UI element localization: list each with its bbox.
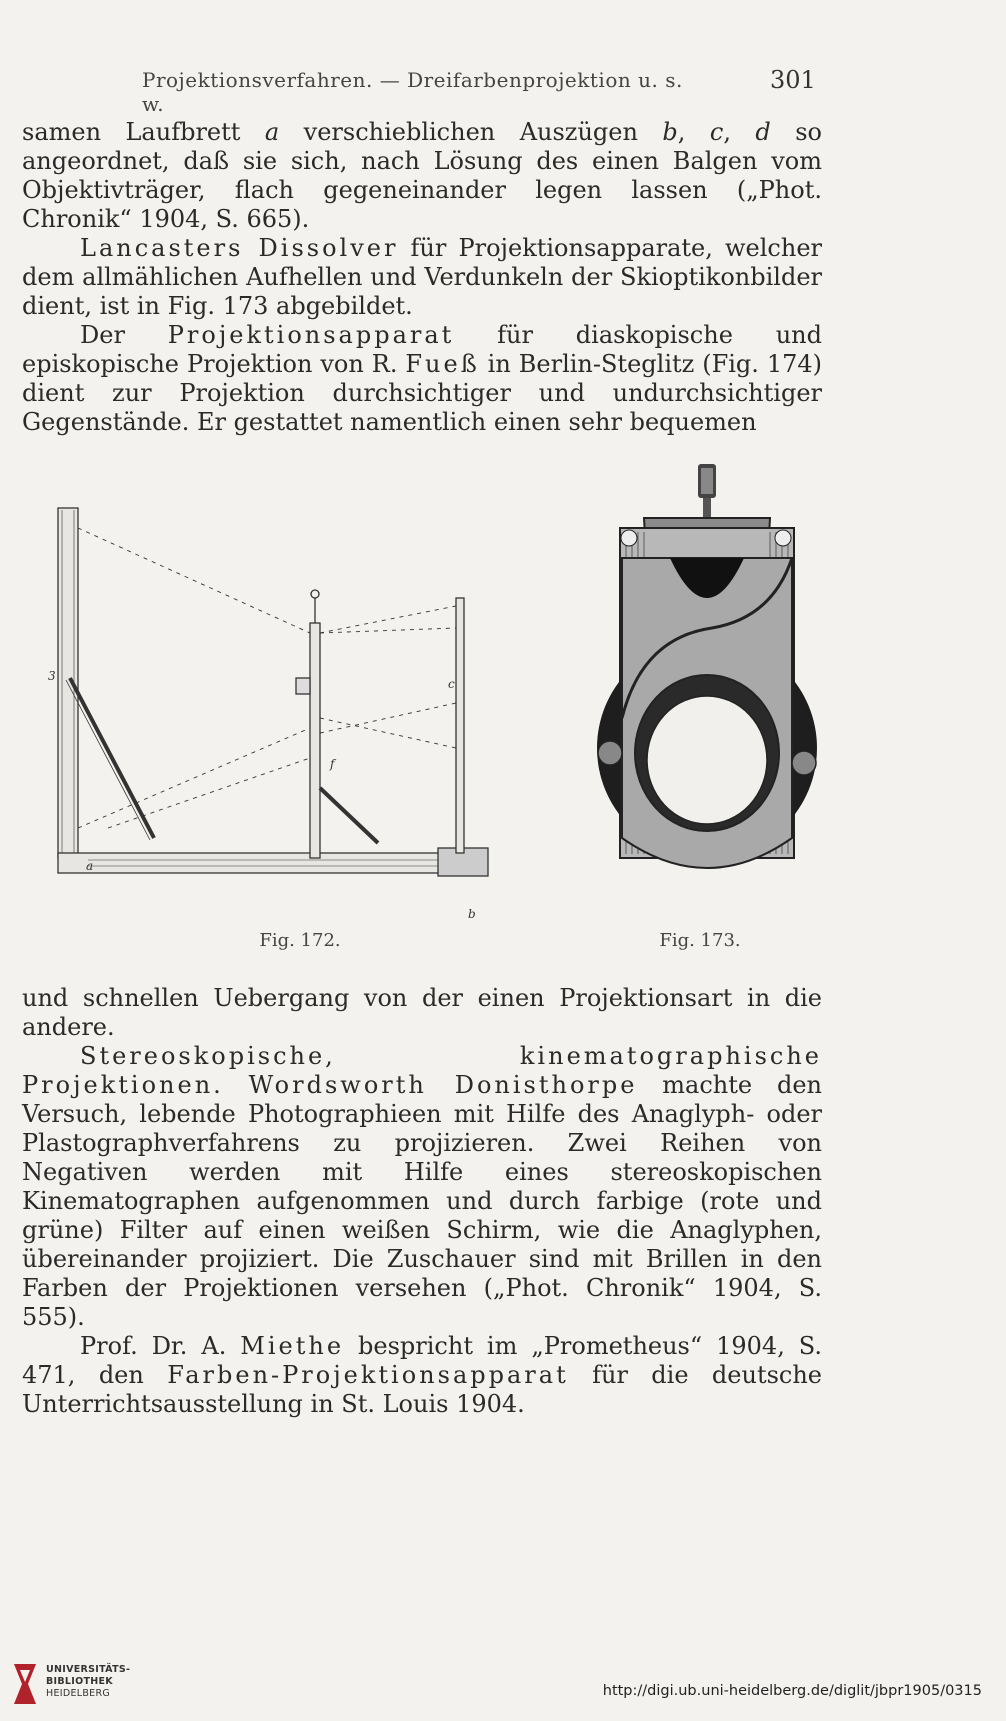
figure-172-projection-apparatus bbox=[48, 498, 546, 928]
variable-a: a bbox=[264, 118, 280, 146]
text-run: verschieblichen Auszügen bbox=[279, 118, 663, 146]
emphasized-name: Wordsworth Donisthorpe bbox=[248, 1071, 638, 1099]
figure-172-caption: Fig. 172. bbox=[259, 930, 341, 951]
logo-line-2: BIBLIOTHEK bbox=[46, 1676, 113, 1687]
paragraph-3 bbox=[22, 321, 822, 437]
text-run: Der bbox=[80, 321, 168, 349]
figure-173-dissolver bbox=[582, 458, 822, 928]
variable-c: c bbox=[709, 118, 724, 146]
text-run: machte den Versuch, lebende Photographieen mit Hilfe des Anaglyph- oder Plastographverfahrens zu projizieren. Zwei Reihen von Negativen werden mit Hilfe eines stereoskopischen Kinematographen aufgenommen und durch farbige (rote und grüne) Filter auf einen weißen Schirm, wie die Anaglyphen, übereinander projiziert. Die Zuschauer sind mit Brillen in den Farben der Projektionen versehen („Phot. Chronik“ 1904, S. 555). bbox=[22, 1071, 822, 1331]
text-run: , bbox=[723, 118, 756, 146]
page-number: 301 bbox=[770, 66, 816, 94]
text-run: für diaskopische und episkopische Projektion von R. bbox=[22, 321, 823, 378]
text-run: , bbox=[677, 118, 710, 146]
logo-line-3: HEIDELBERG bbox=[46, 1688, 111, 1699]
text-run: für Projektionsapparate, welcher dem allmählichen Aufhellen und Verdunkeln der Skioptikonbilder dient, ist in Fig. 173 abgebildet. bbox=[22, 234, 822, 320]
source-url-link[interactable]: http://digi.ub.uni-heidelberg.de/diglit/jbpr1905/0315 bbox=[602, 1683, 982, 1699]
figure-173-caption: Fig. 173. bbox=[659, 930, 741, 951]
variable-b: b bbox=[662, 118, 678, 146]
fig172-label-f: f bbox=[330, 757, 335, 771]
emphasized-term: Farben-Projektionsapparat bbox=[167, 1361, 569, 1389]
text-run: samen Laufbrett bbox=[22, 118, 265, 146]
text-run: für die deutsche Unterrichtsausstellung in St. Louis 1904. bbox=[22, 1361, 823, 1418]
logo-line-1: UNIVERSITÄTS- bbox=[46, 1664, 131, 1675]
emphasized-name: Lancasters Dissolver bbox=[80, 234, 399, 262]
emphasized-name: Miethe bbox=[240, 1332, 345, 1360]
emphasized-term: Projektionsapparat bbox=[167, 321, 455, 349]
paragraph-1 bbox=[22, 118, 822, 234]
fig172-label-c: c bbox=[448, 677, 455, 691]
section-heading-inline: Stereoskopische, kinematographische Projektionen. bbox=[22, 1042, 822, 1099]
library-logo[interactable] bbox=[10, 1660, 140, 1710]
running-title: Projektionsverfahren. — Dreifarbenprojektion u. s. w. bbox=[142, 68, 683, 116]
fig172-label-a: a bbox=[86, 859, 94, 873]
variable-d: d bbox=[755, 118, 771, 146]
paragraph-2 bbox=[22, 234, 822, 321]
text-run: so angeordnet, daß sie sich, nach Lösung des einen Balgen vom Objektivträger, flach gegeneinander legen lassen („Phot. Chronik“ 1904, S. 665). bbox=[22, 118, 823, 233]
library-logo-icon bbox=[10, 1660, 40, 1708]
text-run: bespricht im „Prometheus“ 1904, S. 471, den bbox=[22, 1332, 823, 1389]
fig172-label-3: 3 bbox=[48, 669, 56, 683]
text-run: Prof. Dr. A. bbox=[80, 1332, 241, 1360]
emphasized-name: Fueß bbox=[405, 350, 480, 378]
text-run bbox=[224, 1071, 249, 1099]
library-logo-text bbox=[46, 1664, 130, 1700]
fig172-label-b: b bbox=[468, 907, 476, 921]
paragraph-6 bbox=[22, 1332, 822, 1419]
paragraph-5 bbox=[22, 1042, 822, 1332]
body-text-bottom bbox=[22, 984, 822, 1419]
text-run: in Berlin-Steglitz (Fig. 174) dient zur Projektion durchsichtiger und undurchsichtiger Gegenstände. Er gestattet namentlich einen sehr bequemen bbox=[22, 350, 823, 436]
body-text-top bbox=[22, 118, 822, 437]
paragraph-4: und schnellen Uebergang von der einen Projektionsart in die andere. bbox=[22, 984, 822, 1041]
